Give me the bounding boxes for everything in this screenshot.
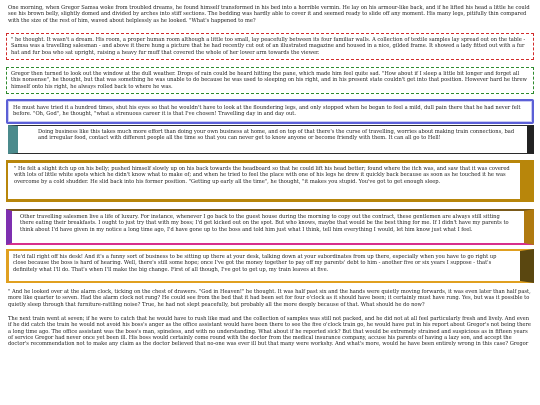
paragraph-text: The next train went at seven; if he were to catch that he would have to rush like mad and the collection of samples was still not packed, and he did not at all feel particularly fresh and lively. And even if he did catch the train he would not avoid his boss's anger as the office assistant would have been there to see the five o'clock train go, he would have put in his report about Gregor's not being there a long time ago. The office assistant was the boss's man, spineless, and with no understanding. What about if he reported sick? But that would be extremely strained and suspicious as in fifteen years of service Gregor had never once yet been ill. His boss would certainly come round with the doctor from the medical insurance company, accuse his parents of having a lazy son, and accept the doctor's recommendation not to make any claim as the doctor believed that no-one was ever ill but that many were workshy. And what's more, would he have been entirely wrong in this case? Gregor (8, 316, 531, 348)
paragraph-text: He must have tried it a hundred times, shut his eyes so that he wouldn't have to look at the floundering legs, and only stopped when he began to feel a mild, dull pain there that he had never felt before. "Oh, God", he thought, "what a strenuous career it is that I've chosen! Travelling day in and day out. (13, 105, 521, 118)
paragraph-block-6 (6, 160, 534, 202)
paragraph-text: " he thought. It wasn't a dream. His room, a proper human room although a little too small, lay peacefully between its four familiar walls. A collection of textile samples lay spread out on the table - Samsa was a travelling salesman - and above it there hung a picture that he had recently cut out of an illustrated magazine and housed in a nice, gilded frame. It showed a lady fitted out with a fur hat and fur boa who sat upright, raising a heavy fur muff that covered the whole of her lower arm towards the viewer. (11, 37, 526, 56)
paragraph-text: He'd fall right off his desk! And it's a funny sort of business to be sitting up there at your desk, talking down at your subordinates from up there, especially when you have to go right up close because the boss is hard of hearing. Well, there's still some hope; once I've got the money together to pay off my parents' debt to him - another five or six years I suppose - that's definitely what I'll do. That's when I'll make the big change. First of all though, I've got to get up, my train leaves at five. (13, 254, 497, 273)
paragraph-block-2 (6, 33, 534, 60)
paragraph-block-5 (8, 125, 534, 154)
paragraph-block-3 (6, 67, 534, 94)
paragraph-text: Other travelling salesmen live a life of luxury. For instance, whenever I go back to the guest house during the morning to copy out the contract, these gentlemen are always still sitting there eating their breakfasts. I ought to just try that with my boss; I'd get kicked out on the spot. But who knows, maybe that would be the best thing for me. If I didn't have my parents to think about I'd have given in my notice a long time ago, I'd have gone up to the boss and told him just what I think, tell him everything I would, let him know just what I feel. (20, 214, 509, 233)
paragraph-text: Gregor then turned to look out the window at the dull weather. Drops of rain could be heard hitting the pane, which made him feel quite sad. "How about if I sleep a little bit longer and forget all this nonsense", he thought, but that was something he was unable to do because he was used to sleeping on his right, and in his present state couldn't get into that position. However hard he threw himself onto his right, he always rolled back to where he was. (11, 71, 527, 90)
paragraph-block-1 (6, 3, 534, 26)
paragraph-text: One morning, when Gregor Samsa woke from troubled dreams, he found himself transformed in his bed into a horrible vermin. He lay on his armour-like back, and if he lifted his head a little he could see his brown belly, slightly domed and divided by arches into stiff sections. The bedding was hardly able to cover it and seemed ready to slide off any moment. His many legs, pitifully thin compared with the size of the rest of him, waved about helplessly as he looked. "What's happened to me? (8, 5, 530, 24)
paragraph-block-4 (6, 99, 534, 124)
paragraph-block-7 (6, 209, 534, 245)
paragraph-text: " He felt a slight itch up on his belly; pushed himself slowly up on his back towards the headboard so that he could lift his head better; found where the itch was, and saw that it was covered with lots of little white spots which he didn't know what to make of; and when he tried to feel the place with one of his legs he drew it quickly back because as soon as he touched it he was overcome by a cold shudder. He slid back into his former position. "Getting up early all the time", he thought, "it makes you stupid. You've got to get enough sleep. (14, 166, 510, 185)
paragraph-block-8 (6, 249, 534, 283)
paragraph-text: Doing business like this takes much more effort than doing your own business at home, and on top of that there's the curse of travelling, worries about making train connections, bad and irregular food, contact with different people all the time so that you can never get to know anyone or become friendly with them. It can all go to Hell! (38, 129, 515, 142)
paragraph-text: " And he looked over at the alarm clock, ticking on the chest of drawers. "God in Heaven!" he thought. It was half past six and the hands were quietly moving forwards, it was even later than half past, more like quarter to seven. Had the alarm clock not rung? He could see from the bed that it had been set for four o'clock as it should have been; it certainly must have rung. Yes, but was it possible to quietly sleep through that furniture-rattling noise? True, he had not slept peacefully, but probably all the more deeply because of that. What should he do now? (8, 289, 531, 308)
paragraph-block-10 (6, 314, 534, 350)
paragraph-block-9 (6, 287, 534, 310)
